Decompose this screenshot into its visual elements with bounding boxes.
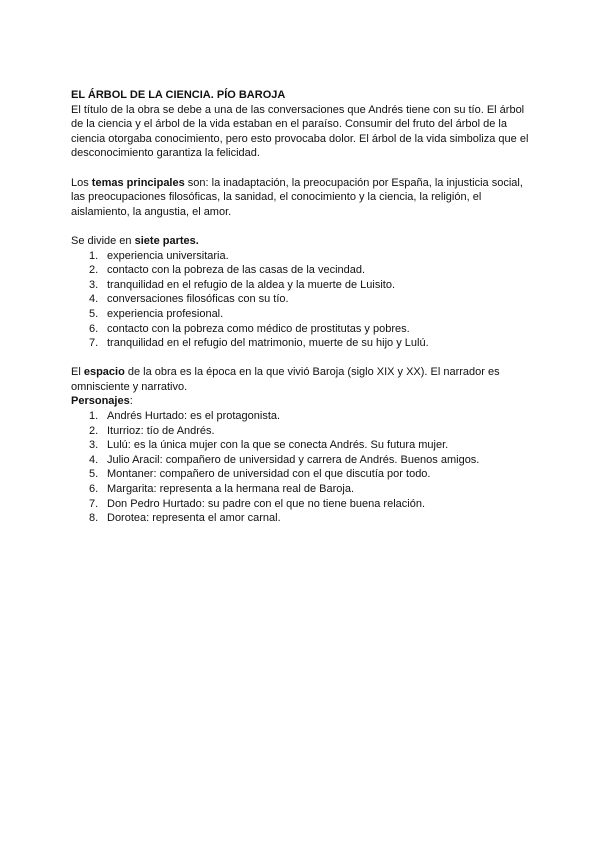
list-item: 5. experiencia profesional. xyxy=(89,307,224,320)
partes-heading: siete partes. xyxy=(134,234,199,247)
list-item: 3. tranquilidad en el refugio de la aldea y la muerte de Luisito. xyxy=(89,278,396,291)
personajes-heading-line: Personajes: xyxy=(71,395,133,408)
temas-paragraph xyxy=(71,176,533,220)
intro-paragraph: El título de la obra se debe a una de las conversaciones que Andrés tiene con su tío. El árbol de la ciencia y el árbol de la vida estaban en el paraíso. Consumir del fruto del árbol de la ciencia otorgaba conocimiento, pero esto provocaba dolor. El árbol de la vida simboliza que el desconocimiento garantiza la felicidad. xyxy=(71,103,529,160)
spacer xyxy=(71,219,533,234)
document-title: EL ÁRBOL DE LA CIENCIA. PÍO BAROJA xyxy=(71,89,286,101)
list-item: 2. Iturrioz: tío de Andrés. xyxy=(89,424,215,437)
espacio-text: de la obra es la época en la que vivió Baroja (siglo XIX y XX). El narrador es omnisciente y narrativo. xyxy=(71,366,500,393)
document-page xyxy=(71,88,533,526)
personajes-heading: Personajes xyxy=(71,395,130,408)
partes-paragraph xyxy=(71,234,533,249)
personajes-list xyxy=(71,409,533,526)
temas-text: son: la inadaptación, la preocupación por España, la injusticia social, las preocupaciones filosóficas, la sanidad, el conocimiento y la ciencia, la religión, el aislamiento, la angustia, el amor. xyxy=(71,176,523,218)
spacer xyxy=(71,161,533,176)
list-item: 4. conversaciones filosóficas con su tío. xyxy=(89,293,289,306)
list-item: 7. Don Pedro Hurtado: su padre con el que no tiene buena relación. xyxy=(89,497,425,510)
list-item: 1. Andrés Hurtado: es el protagonista. xyxy=(89,410,281,423)
list-item: 3. Lulú: es la única mujer con la que se conecta Andrés. Su futura mujer. xyxy=(89,439,449,452)
list-item: 1. experiencia universitaria. xyxy=(89,249,229,262)
espacio-paragraph xyxy=(71,365,533,394)
list-item: 5. Montaner: compañero de universidad con el que discutía por todo. xyxy=(89,468,431,481)
list-item: 2. contacto con la pobreza de las casas de la vecindad. xyxy=(89,264,366,277)
temas-heading: temas principales xyxy=(91,176,185,189)
list-item: 6. Margarita: representa a la hermana real de Baroja. xyxy=(89,483,355,496)
list-item: 7. tranquilidad en el refugio del matrimonio, muerte de su hijo y Lulú. xyxy=(89,337,429,350)
espacio-prefix: El xyxy=(71,366,84,379)
partes-list xyxy=(71,249,533,351)
spacer xyxy=(71,351,533,366)
list-item: 6. contacto con la pobreza como médico de prostitutas y pobres. xyxy=(89,322,410,335)
temas-prefix: Los xyxy=(71,176,92,189)
espacio-heading: espacio xyxy=(83,366,125,379)
list-item: 4. Julio Aracil: compañero de universidad y carrera de Andrés. Buenos amigos. xyxy=(89,453,480,466)
list-item: 8. Dorotea: representa el amor carnal. xyxy=(89,512,281,525)
partes-prefix: Se divide en xyxy=(71,234,135,247)
